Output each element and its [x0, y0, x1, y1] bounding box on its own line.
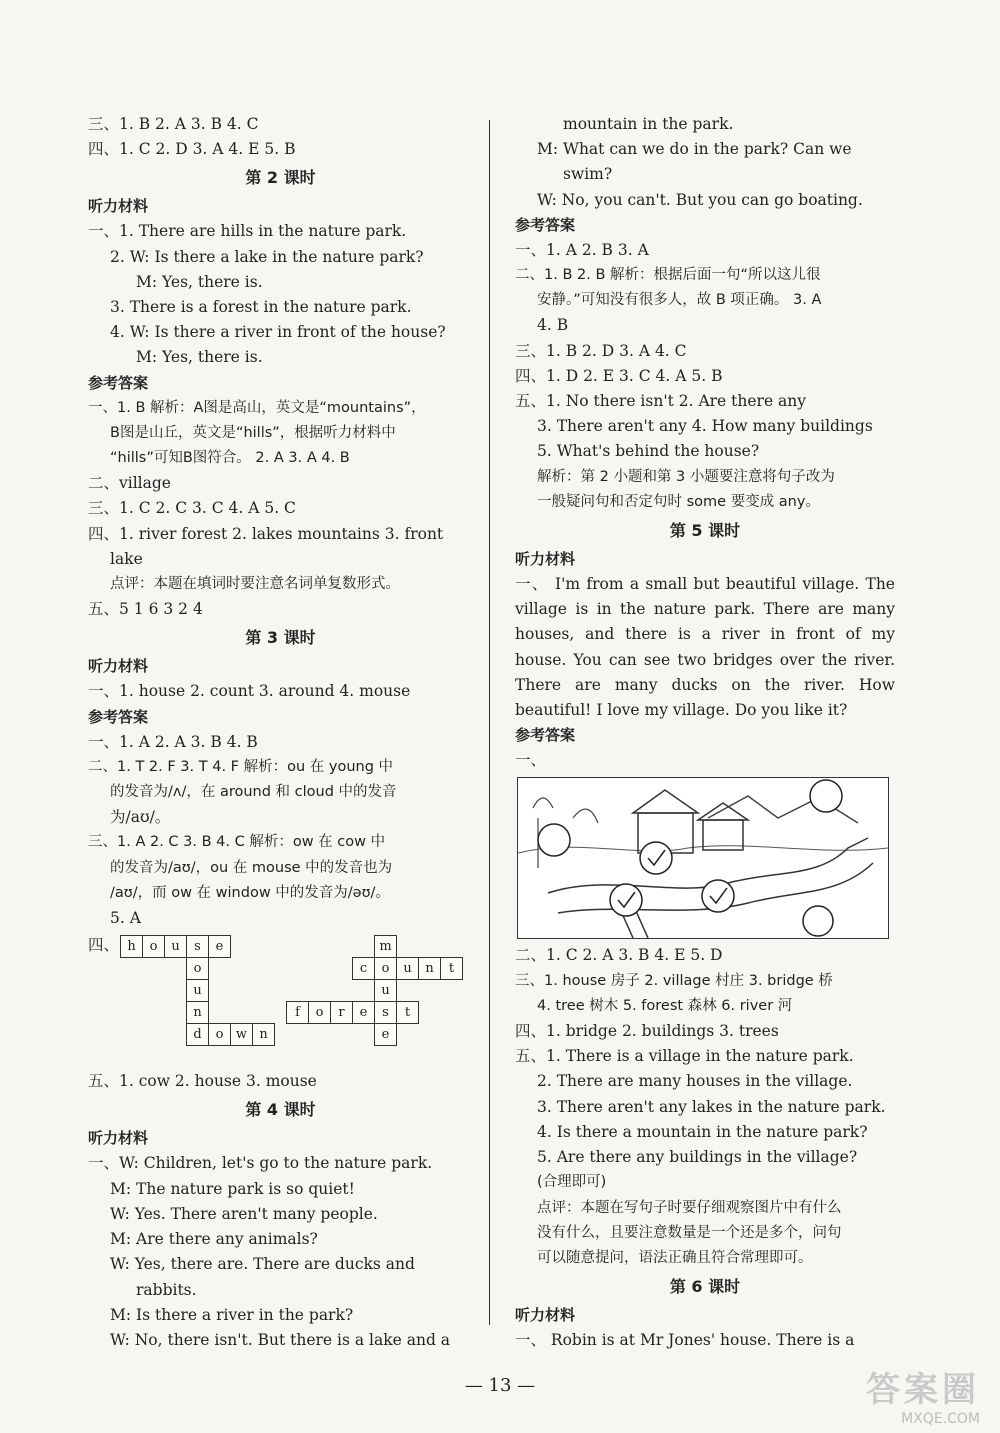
- lesson-heading: 第 2 课时: [245, 168, 316, 188]
- crossword-cell: u: [164, 935, 187, 958]
- crossword-cell: h: [120, 935, 143, 958]
- text-line: 5. Are there any buildings in the village?: [537, 1148, 858, 1167]
- text-line: 安静。”可知没有很多人，故 B 项正确。 3. A: [537, 292, 822, 309]
- crossword-cell: s: [374, 1001, 397, 1024]
- watermark-url: MXQE.COM: [901, 1411, 980, 1427]
- lesson-heading: 第 5 课时: [669, 521, 741, 541]
- text-line: 三、1. B 2. A 3. B 4. C: [88, 115, 259, 133]
- page-number: — 13 —: [464, 1375, 536, 1396]
- watermark: [750, 1362, 980, 1427]
- grid-label: 四、: [88, 936, 120, 955]
- section-label: 参考答案: [515, 726, 576, 745]
- text-line: 五、5 1 6 3 2 4: [88, 600, 203, 619]
- text-line: 一、1. B 解析：A图是高山，英文是“mountains”，: [88, 399, 426, 416]
- text-line: 四、1. D 2. E 3. C 4. A 5. B: [515, 366, 723, 385]
- listening-passage: 一、 I'm from a small but beautiful village. The village is in the nature park. There are many houses, and there is a river in front of my house. You can see two bridges over the river. There are many ducks on the river. How beautiful! I love my village. Do you like it?: [515, 575, 895, 720]
- text-line: 四、1. C 2. D 3. A 4. E 5. B: [88, 140, 296, 159]
- text-line: 二、1. B 2. B 解析：根据后面一句“所以这儿很: [515, 267, 821, 284]
- text-line: 二、village: [88, 474, 171, 493]
- text-line: 一般疑问句和否定句时 some 要变成 any。: [537, 493, 820, 510]
- crossword-cell: s: [186, 935, 209, 958]
- text-line: swim?: [563, 165, 613, 184]
- text-line: 的发音为/aʊ/，ou 在 mouse 中的发音也为: [110, 859, 393, 876]
- text-line: 一、W: Children, let's go to the nature park.: [88, 1154, 433, 1173]
- text-line: 4. tree 树木 5. forest 森林 6. river 河: [537, 997, 793, 1014]
- text-line: 三、1. house 房子 2. village 村庄 3. bridge 桥: [515, 972, 833, 989]
- text-line: 没有什么，且要注意数量是一个还是多个，问句: [537, 1224, 842, 1241]
- text-line: mountain in the park.: [563, 115, 734, 133]
- text-line: 3. There is a forest in the nature park.: [110, 298, 412, 317]
- text-line: 4. B: [537, 316, 569, 335]
- section-label: 参考答案: [88, 373, 149, 392]
- text-line: M: Yes, there is.: [136, 348, 263, 367]
- text-line: M: Yes, there is.: [136, 272, 263, 291]
- text-line: M: Is there a river in the park?: [110, 1305, 354, 1324]
- text-line: 解析：第 2 小题和第 3 小题要注意将句子改为: [537, 468, 835, 485]
- text-line: 二、1. T 2. F 3. T 4. F 解析：ou 在 young 中: [88, 758, 394, 775]
- crossword-cell: o: [142, 935, 165, 958]
- text-line: lake: [110, 549, 143, 568]
- left-column: [88, 112, 473, 1353]
- text-line: 四、1. bridge 2. buildings 3. trees: [515, 1022, 779, 1041]
- text-line: 五、1. There is a village in the nature park.: [515, 1047, 854, 1066]
- text-line: 一、1. house 2. count 3. around 4. mouse: [88, 682, 411, 701]
- text-line: 一、1. A 2. B 3. A: [515, 240, 649, 259]
- section-label: 听力材料: [515, 550, 576, 569]
- text-line: 可以随意提问，语法正确且符合常理即可。: [537, 1249, 813, 1266]
- text-line: 点评：本题在写句子时要仔细观察图片中有什么: [537, 1199, 842, 1216]
- crossword-cell: o: [374, 957, 397, 980]
- section-label: 听力材料: [88, 1129, 149, 1148]
- text-line: 为/aʊ/。: [110, 808, 171, 827]
- text-line: W: No, you can't. But you can go boating.: [537, 190, 863, 209]
- crossword-cell: e: [374, 1023, 397, 1046]
- section-label: 参考答案: [88, 707, 149, 726]
- crossword-cell: u: [374, 979, 397, 1002]
- text-line: 3. There aren't any 4. How many buildings: [537, 417, 873, 436]
- crossword-cell: f: [286, 1001, 309, 1024]
- text-line: 三、1. B 2. D 3. A 4. C: [515, 341, 687, 360]
- crossword-cell: w: [230, 1023, 253, 1046]
- crossword-cell: o: [208, 1023, 231, 1046]
- crossword-cell: o: [308, 1001, 331, 1024]
- text-line: B图是山丘，英文是“hills”，根据听力材料中: [110, 424, 396, 441]
- text-line: 2. There are many houses in the village.: [537, 1072, 853, 1091]
- crossword-cell: u: [396, 957, 419, 980]
- text-line: rabbits.: [136, 1280, 197, 1299]
- crossword-cell: r: [330, 1001, 353, 1024]
- crossword-cell: c: [352, 957, 375, 980]
- watermark-logo-text: 答案圈: [866, 1370, 980, 1410]
- text-line: 5. What's behind the house?: [537, 442, 760, 461]
- right-column: [515, 112, 895, 1353]
- crossword-cell: t: [440, 957, 463, 980]
- text-line: 的发音为/ʌ/，在 around 和 cloud 中的发音: [110, 784, 397, 801]
- crossword-cell: e: [352, 1001, 375, 1024]
- crossword-cell: o: [186, 957, 209, 980]
- column-divider: [489, 120, 490, 1325]
- section-label: 参考答案: [515, 215, 576, 234]
- village-illustration: [517, 777, 889, 939]
- text-line: M: Are there any animals?: [110, 1230, 318, 1249]
- crossword-cell: n: [252, 1023, 275, 1046]
- crossword-grid: [88, 933, 473, 1065]
- crossword-cell: n: [186, 1001, 209, 1024]
- lesson-heading: 第 4 课时: [245, 1100, 316, 1120]
- section-label: 听力材料: [88, 657, 149, 676]
- lesson-heading: 第 6 课时: [669, 1277, 741, 1297]
- crossword-cell: e: [208, 935, 231, 958]
- crossword-cell: u: [186, 979, 209, 1002]
- text-line: M: The nature park is so quiet!: [110, 1179, 355, 1198]
- lesson-heading: 第 3 课时: [245, 628, 316, 648]
- text-line: 三、1. A 2. C 3. B 4. C 解析：ow 在 cow 中: [88, 834, 386, 851]
- text-line: M: What can we do in the park? Can we: [537, 140, 852, 159]
- text-line: (合理即可): [537, 1174, 607, 1191]
- village-scene-image: [518, 778, 888, 938]
- text-line: W: Yes. There aren't many people.: [110, 1204, 378, 1223]
- crossword-cell: n: [418, 957, 441, 980]
- text-line: 四、1. river forest 2. lakes mountains 3. front: [88, 524, 444, 543]
- section-label: 听力材料: [515, 1306, 576, 1325]
- text-line: 一、1. There are hills in the nature park.: [88, 222, 407, 241]
- text-line: 一、 Robin is at Mr Jones' house. There is a: [515, 1331, 855, 1350]
- text-line: “hills”可知B图符合。 2. A 3. A 4. B: [110, 450, 350, 467]
- text-line: 3. There aren't any lakes in the nature park.: [537, 1097, 886, 1116]
- crossword-cell: d: [186, 1023, 209, 1046]
- section-label: 听力材料: [88, 197, 149, 216]
- text-line: 五、1. No there isn't 2. Are there any: [515, 392, 807, 411]
- text-line: 4. W: Is there a river in front of the house?: [110, 323, 446, 342]
- text-line: W: Yes, there are. There are ducks and: [110, 1255, 415, 1274]
- text-line: 三、1. C 2. C 3. C 4. A 5. C: [88, 499, 296, 518]
- text-line: 4. Is there a mountain in the nature park?: [537, 1122, 868, 1141]
- crossword-cell: m: [374, 935, 397, 958]
- text-line: W: No, there isn't. But there is a lake and a: [110, 1330, 451, 1349]
- crossword-cell: t: [396, 1001, 419, 1024]
- text-line: 2. W: Is there a lake in the nature park?: [110, 247, 424, 266]
- text-line: 一、: [515, 751, 547, 770]
- text-line: 点评：本题在填词时要注意名词单复数形式。: [110, 576, 400, 593]
- text-line: 二、1. C 2. A 3. B 4. E 5. D: [515, 946, 723, 965]
- text-line: 5. A: [110, 909, 141, 928]
- text-line: 五、1. cow 2. house 3. mouse: [88, 1072, 317, 1091]
- text-line: 一、1. A 2. A 3. B 4. B: [88, 732, 258, 751]
- text-line: /aʊ/，而 ow 在 window 中的发音为/əʊ/。: [110, 884, 390, 901]
